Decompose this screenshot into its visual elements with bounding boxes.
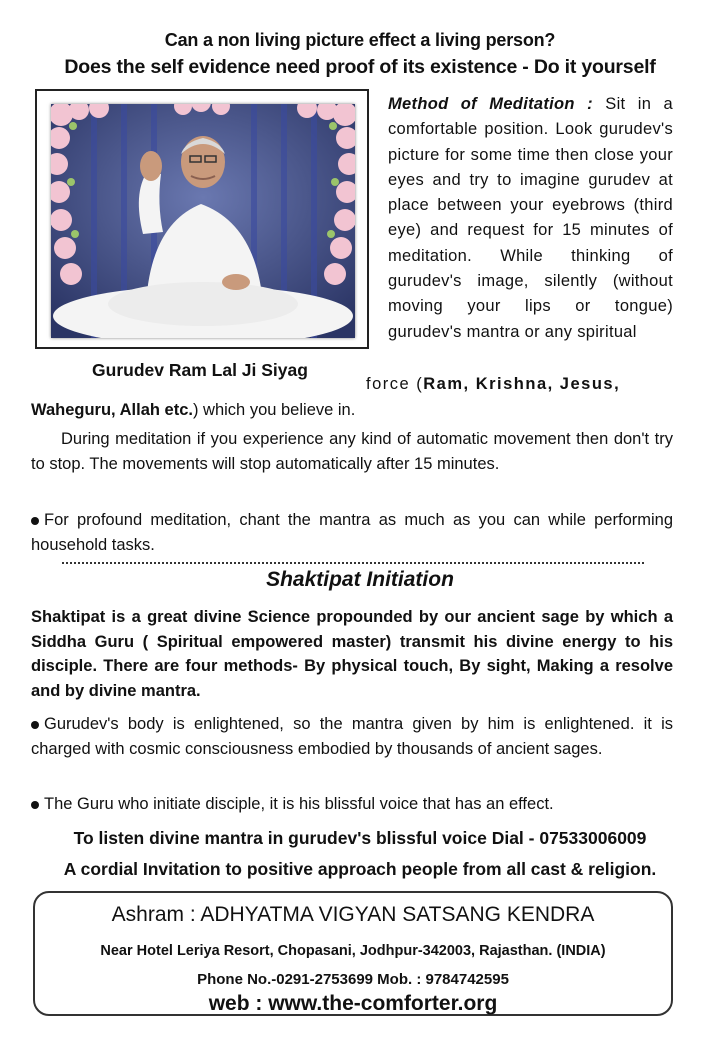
gurudev-photo: [51, 104, 355, 338]
method-paragraph: [388, 92, 673, 345]
profound-note-text: For profound meditation, chant the mantra as much as you can while performing household tasks.: [31, 511, 673, 554]
force-word: force (: [366, 375, 424, 393]
dotted-divider: [62, 562, 644, 564]
challenge-heading: Does the self evidence need proof of its existence - Do it yourself: [64, 56, 656, 78]
shaktipat-heading: Shaktipat Initiation: [266, 568, 454, 591]
bullet-icon: [31, 517, 39, 525]
method-label: Method of Meditation :: [388, 95, 593, 113]
force-line: [366, 375, 674, 394]
invitation-line: A cordial Invitation to positive approach people from all cast & religion.: [63, 859, 657, 879]
meditation-note: During meditation if you experience any kind of automatic movement then don't try to stop. The movements will stop automatically after 15 minutes.: [31, 430, 673, 473]
shaktipat-point-1-text: Gurudev's body is enlightened, so the mantra given by him is enlightened. it is charged with cosmic consciousness embodied by thousands of ancient sages.: [31, 715, 673, 758]
force-line-continued: [31, 401, 355, 420]
force-names-b: Waheguru, Allah etc.: [31, 401, 193, 419]
question-heading: Can a non living picture effect a living person?: [164, 30, 556, 50]
dial-line: To listen divine mantra in gurudev's blissful voice Dial - 07533006009: [73, 828, 647, 848]
bullet-icon: [31, 801, 39, 809]
force-tail: ) which you believe in.: [192, 401, 356, 419]
shaktipat-point-2: [31, 792, 673, 817]
shaktipat-point-1: [31, 712, 673, 761]
photo-frame: [35, 89, 369, 349]
ashram-address: Near Hotel Leriya Resort, Chopasani, Jodhpur-342003, Rajasthan. (INDIA): [100, 943, 606, 959]
photo-caption: Gurudev Ram Lal Ji Siyag: [92, 360, 308, 380]
shaktipat-point-2-text: The Guru who initiate disciple, it is his blissful voice that has an effect.: [44, 795, 554, 813]
contact-box: [33, 891, 673, 1016]
ashram-name: Ashram : ADHYATMA VIGYAN SATSANG KENDRA: [111, 903, 595, 926]
method-text: Sit in a comfortable position. Look gurudev's picture for some time then close your eyes and try to imagine gurudev at place between your eyebrows (third eye) and request for 15 minutes of meditation. While thinking of gurudev's image, silently (without moving your lips or tongue) gurudev's mantra or any spiritual: [388, 95, 674, 341]
bullet-icon: [31, 721, 39, 729]
ashram-phone: Phone No.-0291-2753699 Mob. : 9784742595: [197, 971, 509, 988]
shaktipat-intro: Shaktipat is a great divine Science propounded by our ancient sage by which a Siddha Guru ( Spiritual empowered master) transmit his divine energy to his disciple. There are four methods- By physical touch, By sight, Making a resolve and by divine mantra.: [31, 608, 673, 700]
gurudev-illustration: [51, 104, 355, 338]
profound-note: [31, 508, 673, 557]
force-names-a: Ram, Krishna, Jesus,: [423, 375, 621, 393]
ashram-website[interactable]: web : www.the-comforter.org: [208, 992, 498, 1015]
